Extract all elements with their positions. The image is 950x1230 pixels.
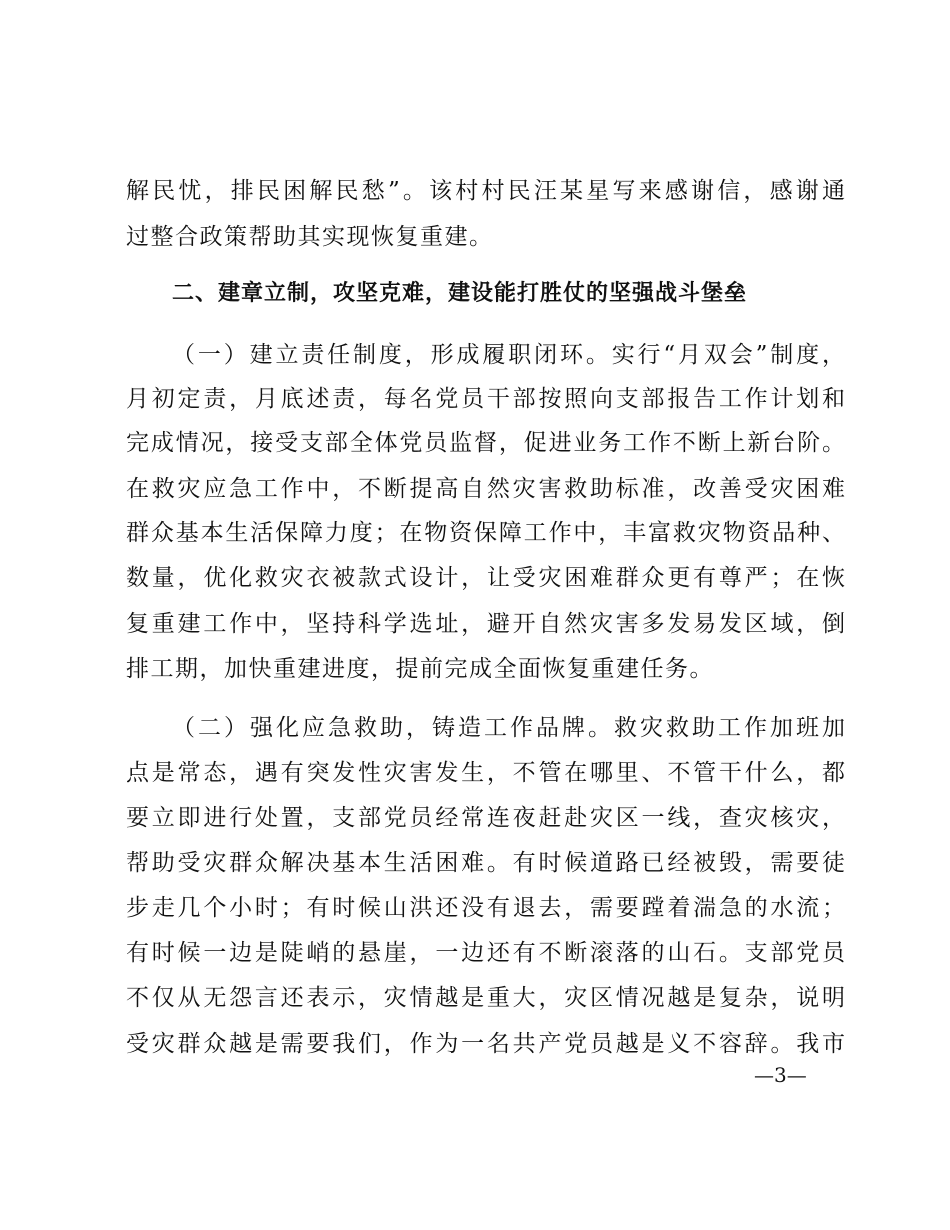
- page-number: —3—: [754, 1063, 807, 1087]
- paragraph-2-line-2: 月初定责，月底述责，每名党员干部按照向支部报告工作计划和: [126, 386, 846, 412]
- paragraph-2-line-6: 数量，优化救灾衣被款式设计，让受灾困难群众更有尊严；在恢: [126, 565, 846, 591]
- paragraph-3-line-7: 不仅从无怨言还表示，灾情越是重大，灾区情况越是复杂，说明: [126, 985, 846, 1011]
- paragraph-3-line-6: 有时候一边是陡峭的悬崖，一边还有不断滚落的山石。支部党员: [126, 940, 846, 966]
- paragraph-2-line-1: （一）建立责任制度，形成履职闭环。实行“月双会”制度，: [172, 342, 846, 368]
- paragraph-2-line-8: 排工期，加快重建进度，提前完成全面恢复重建任务。: [126, 656, 714, 682]
- paragraph-3-line-3: 要立即进行处置，支部党员经常连夜赶赴灾区一线，查灾核灾，: [126, 805, 846, 831]
- paragraph-2-line-7: 复重建工作中，坚持科学选址，避开自然灾害多发易发区域，倒: [126, 611, 846, 637]
- paragraph-3-line-2: 点是常态，遇有突发性灾害发生，不管在哪里、不管干什么，都: [126, 760, 846, 786]
- section-heading: 二、建章立制，攻坚克难，建设能打胜仗的坚强战斗堡垒: [172, 281, 748, 306]
- paragraph-2-line-3: 完成情况，接受支部全体党员监督，促进业务工作不断上新台阶。: [126, 430, 846, 456]
- paragraph-1-line-2: 过整合政策帮助其实现恢复重建。: [126, 224, 494, 250]
- paragraph-3-line-8: 受灾群众越是需要我们，作为一名共产党员越是义不容辞。我市: [126, 1031, 846, 1057]
- paragraph-3-line-1: （二）强化应急救助，铸造工作品牌。救灾救助工作加班加: [172, 715, 846, 741]
- paragraph-2-line-5: 群众基本生活保障力度；在物资保障工作中，丰富救灾物资品种、: [126, 520, 846, 546]
- paragraph-3-line-5: 步走几个小时；有时候山洪还没有退去，需要蹚着湍急的水流；: [126, 895, 846, 921]
- paragraph-1-line-1: 解民忧，排民困解民愁”。该村村民汪某星写来感谢信，感谢通: [126, 178, 846, 204]
- paragraph-3-line-4: 帮助受灾群众解决基本生活困难。有时候道路已经被毁，需要徒: [126, 850, 846, 876]
- paragraph-2-line-4: 在救灾应急工作中，不断提高自然灾害救助标准，改善受灾困难: [126, 476, 846, 502]
